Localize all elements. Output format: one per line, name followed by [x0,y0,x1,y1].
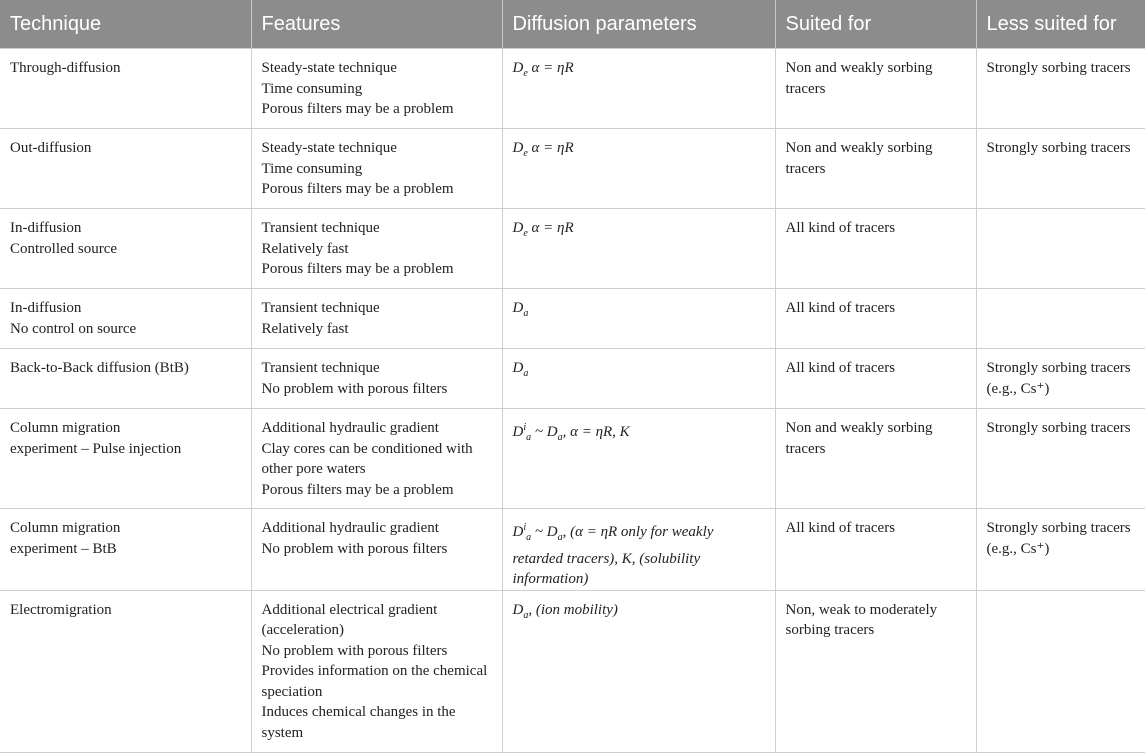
params-cell [502,129,775,209]
feature-line: Relatively fast [261,240,349,257]
param-subscript: a [523,609,529,621]
features-cell [251,129,502,209]
param-subscript: e [523,228,528,239]
table-row [0,289,1145,349]
param-text: , α = ηR, K [562,424,630,440]
technique-line: No control on source [10,320,137,337]
less-suited-cell: Strongly sorbing tracers (e.g., Cs⁺) [976,349,1145,409]
table-row [0,49,1145,129]
feature-line: Time consuming [261,160,363,177]
features-cell [251,409,502,509]
param-subscript: e [523,68,528,79]
feature-line: No problem with porous filters [261,540,448,557]
technique-line: experiment – Pulse injection [10,440,182,457]
params-cell [502,509,775,591]
suited-cell: All kind of tracers [775,289,976,349]
param-superscript: i [523,422,527,433]
technique-line: experiment – BtB [10,540,117,557]
header-row [0,0,1145,49]
params-cell [502,289,775,349]
suited-cell: All kind of tracers [775,509,976,591]
table-row [0,129,1145,209]
param-symbol: D [512,360,524,376]
param-subscript: a [557,532,563,543]
params-cell [502,409,775,509]
less-suited-cell: Strongly sorbing tracers [976,49,1145,129]
less-suited-cell [976,289,1145,349]
param-superscript: i [523,522,527,533]
params-cell [502,209,775,289]
technique-cell [0,349,251,409]
feature-line: Transient technique [261,220,380,236]
param-symbol: D [512,601,524,618]
param-text: ~ D [531,524,558,540]
param-subscript: a [557,432,563,443]
param-text: , (ion mobility) [528,601,618,618]
feature-line: Porous filters may be a problem [261,261,454,277]
feature-line: Clay cores can be conditioned with other pore waters [261,440,473,477]
technique-cell [0,590,251,752]
less-suited-cell: Strongly sorbing tracers [976,129,1145,209]
less-suited-cell [976,209,1145,289]
suited-cell: Non and weakly sorbing tracers [775,409,976,509]
param-subscript: e [523,148,528,159]
feature-line: Steady-state technique [261,60,397,76]
feature-line: Additional hydraulic gradient [261,420,439,436]
table-row [0,509,1145,591]
technique-cell [0,49,251,129]
features-cell [251,349,502,409]
suited-cell: All kind of tracers [775,349,976,409]
feature-line: No problem with porous filters [261,380,448,397]
param-symbol: D [512,424,524,440]
less-suited-cell: Strongly sorbing tracers [976,409,1145,509]
technique-cell [0,129,251,209]
header-diffusion-parameters: Diffusion parameters [502,0,775,49]
param-subscript: a [523,368,529,379]
table-row [0,409,1145,509]
param-text: ~ D [531,424,558,440]
param-symbol: D [512,60,524,76]
technique-cell [0,289,251,349]
technique-line: Out-diffusion [10,140,92,156]
features-cell [251,590,502,752]
header-less-suited-for: Less suited for [976,0,1145,49]
feature-line: Induces chemical changes in the system [261,704,456,741]
technique-line: Back-to-Back diffusion (BtB) [10,360,189,376]
feature-line: Provides information on the chemical speciation [261,663,488,700]
table-row [0,209,1145,289]
features-cell [251,509,502,591]
technique-cell [0,509,251,591]
param-subscript: a [523,308,529,319]
technique-line: Column migration [10,520,121,536]
param-text: , (α = ηR only for weakly retarded tracers), K, (solubility information) [512,524,714,587]
param-text: α = ηR [527,220,574,236]
param-symbol: D [512,220,524,236]
features-cell [251,209,502,289]
technique-line: In-diffusion [10,220,82,236]
feature-line: Porous filters may be a problem [261,181,454,197]
header-technique: Technique [0,0,251,49]
feature-line: Steady-state technique [261,140,397,156]
features-cell [251,49,502,129]
feature-line: Time consuming [261,80,363,97]
technique-cell [0,209,251,289]
less-suited-cell [976,590,1145,752]
technique-line: Column migration [10,420,121,436]
params-cell [502,590,775,752]
technique-line: Controlled source [10,240,118,257]
technique-line: Electromigration [10,601,112,618]
suited-cell: Non and weakly sorbing tracers [775,129,976,209]
params-cell [502,349,775,409]
technique-line: In-diffusion [10,300,82,316]
param-subscript: a [526,432,532,443]
feature-line: Additional electrical gradient (acceleration) [261,601,438,638]
param-text: α = ηR [527,140,574,156]
param-subscript: a [526,532,532,543]
less-suited-cell: Strongly sorbing tracers (e.g., Cs⁺) [976,509,1145,591]
suited-cell: Non and weakly sorbing tracers [775,49,976,129]
features-cell [251,289,502,349]
param-symbol: D [512,140,524,156]
technique-cell [0,409,251,509]
feature-line: Porous filters may be a problem [261,101,454,117]
table-row [0,349,1145,409]
feature-line: Transient technique [261,360,380,376]
header-suited-for: Suited for [775,0,976,49]
param-text: α = ηR [527,60,574,76]
technique-line: Through-diffusion [10,60,121,76]
feature-line: Transient technique [261,300,380,316]
feature-line: Additional hydraulic gradient [261,520,439,536]
header-features: Features [251,0,502,49]
suited-cell: All kind of tracers [775,209,976,289]
feature-line: Porous filters may be a problem [261,481,454,498]
suited-cell: Non, weak to moderately sorbing tracers [775,590,976,752]
feature-line: No problem with porous filters [261,642,448,659]
param-symbol: D [512,300,524,316]
feature-line: Relatively fast [261,320,349,337]
param-symbol: D [512,524,524,540]
table-row [0,590,1145,752]
params-cell [502,49,775,129]
